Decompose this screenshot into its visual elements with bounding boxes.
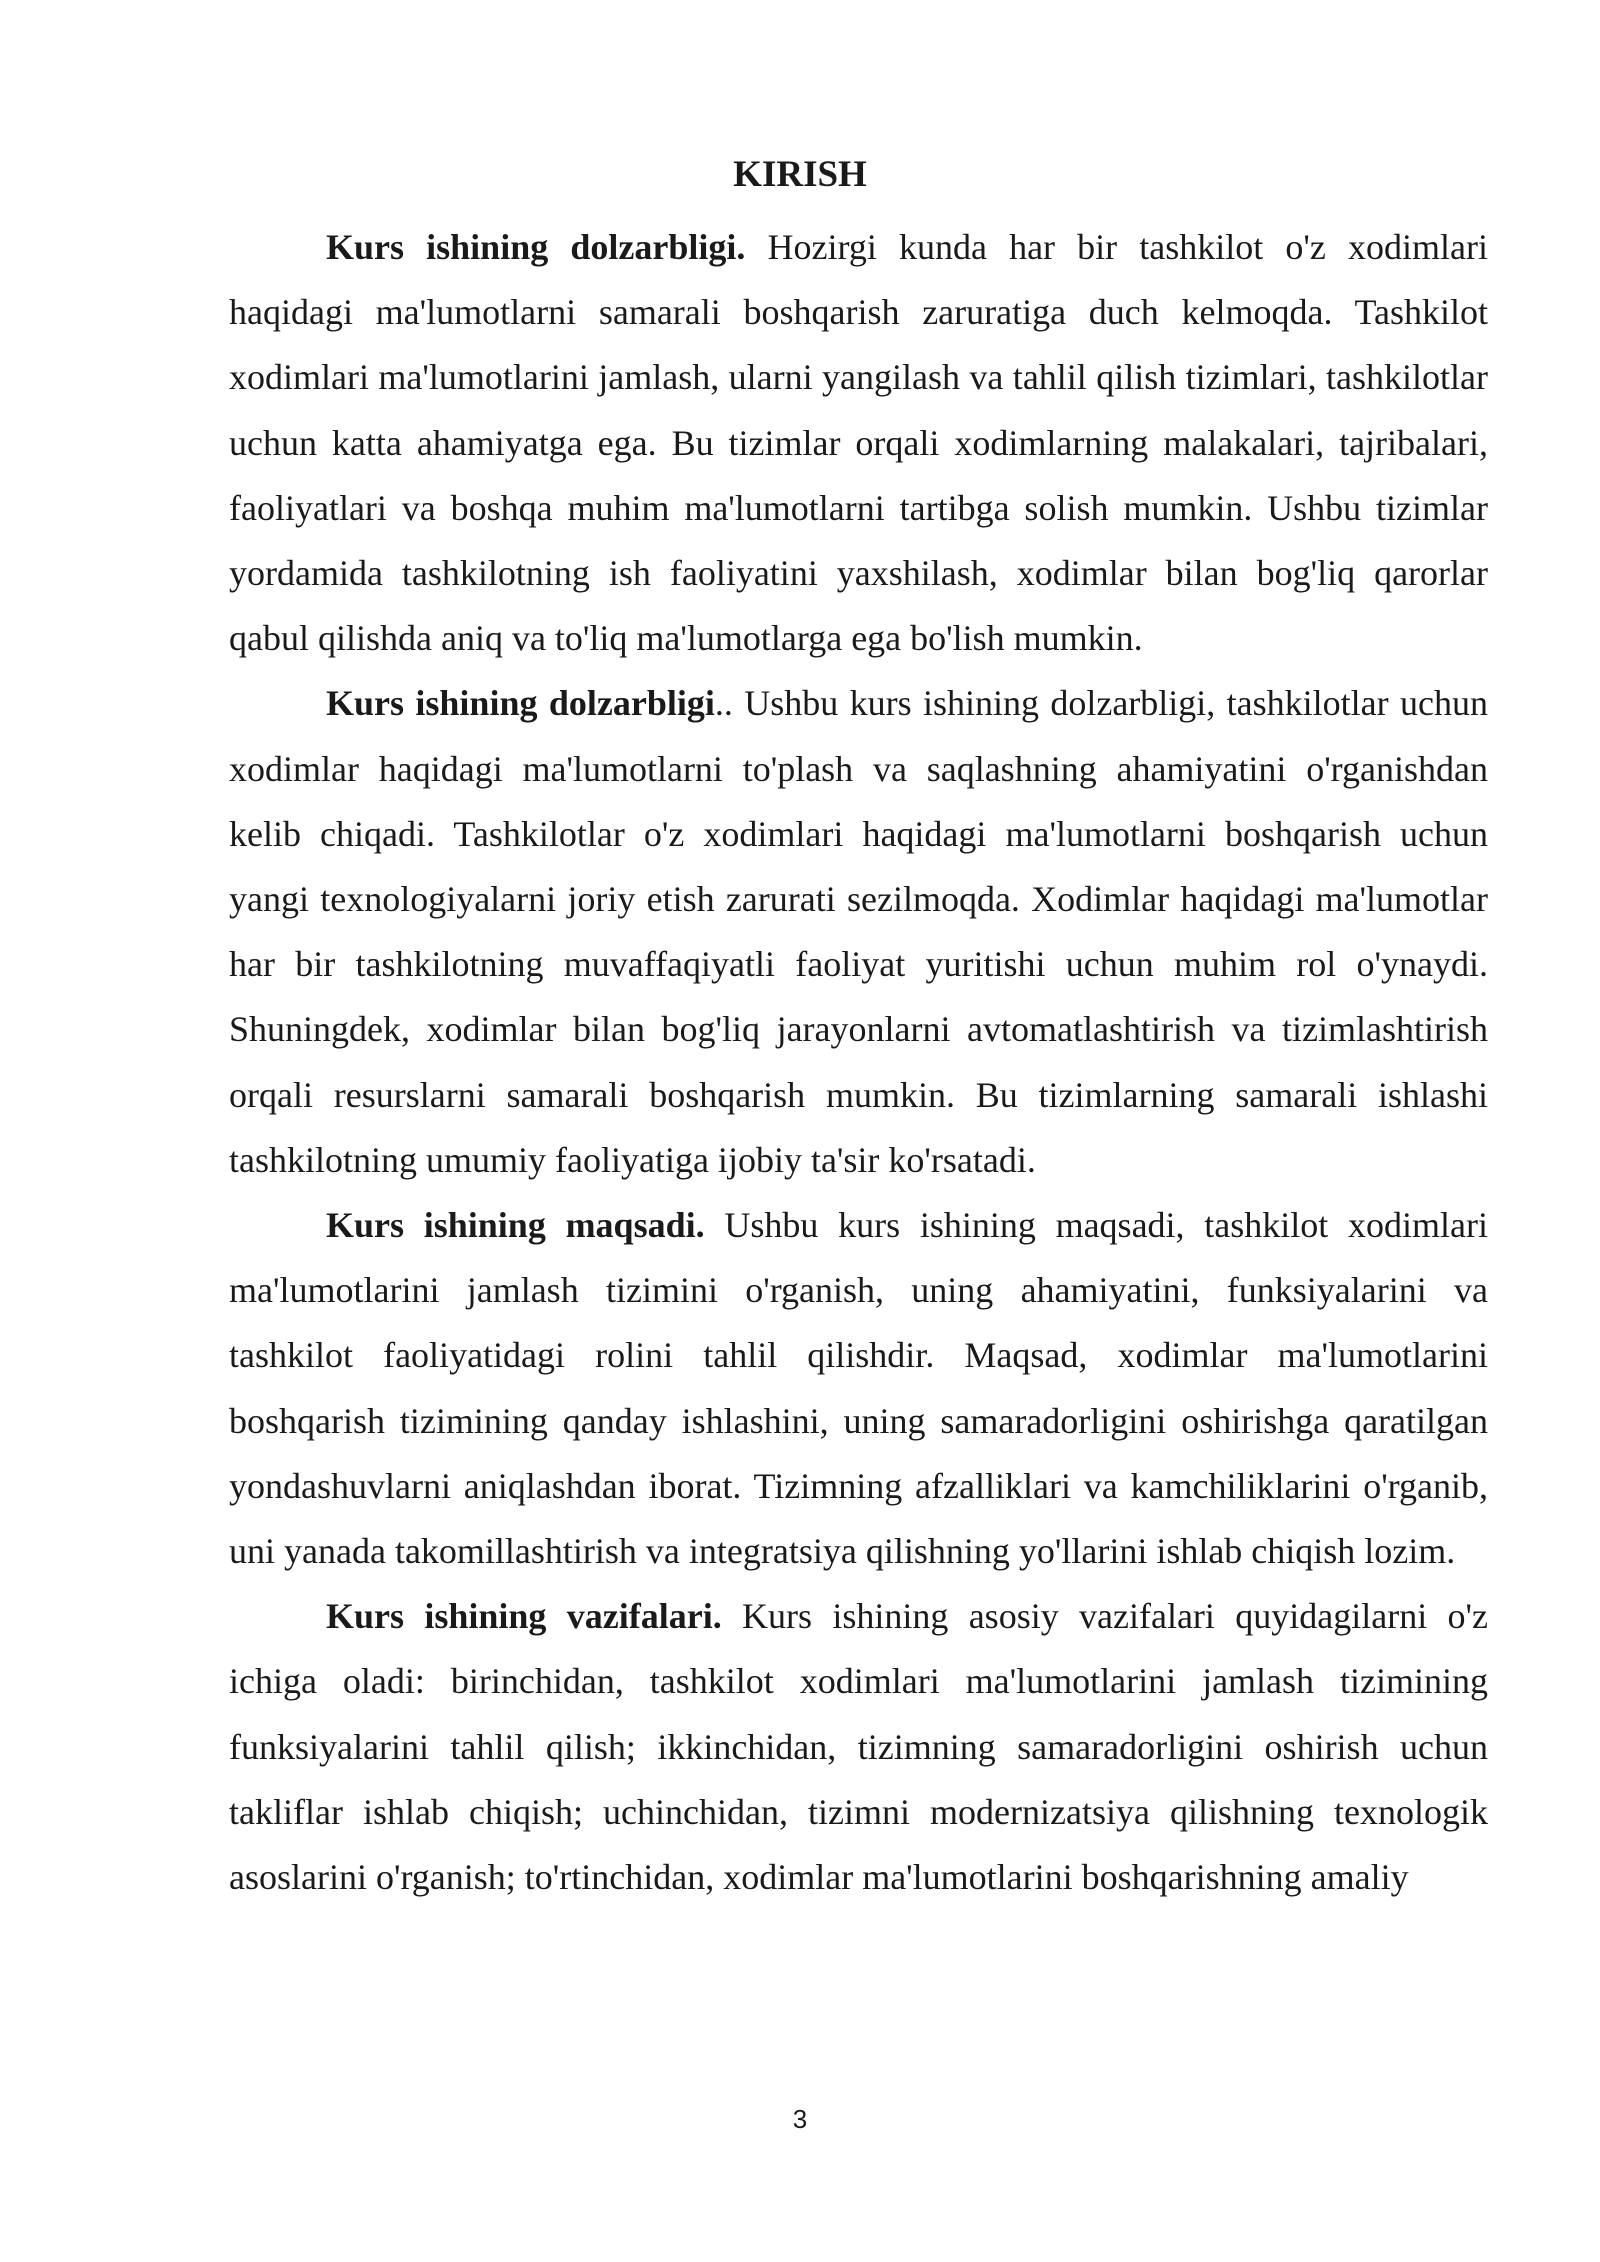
- paragraph-heading: Kurs ishining maqsadi.: [326, 1205, 705, 1246]
- body-text: [229, 215, 1488, 1910]
- paragraph-relevance: [229, 215, 1488, 671]
- paragraph-text: Hozirgi kunda har bir tashkilot o'z xodimlari haqidagi ma'lumotlarni samarali boshqarish zaruratiga duch kelmoqda. Tashkilot xodimlari ma'lumotlarini jamlash, ularni yangilash va tahlil qilish tizimlari, tashkilotlar uchun katta ahamiyatga ega. Bu tizimlar orqali xodimlarning malakalari, tajribalari, faoliyatlari va boshqa muhim ma'lumotlarni tartibga solish mumkin. Ushbu tizimlar yordamida tashkilotning ish faoliyatini yaxshilash, xodimlar bilan bog'liq qarorlar qabul qilishda aniq va to'liq ma'lumotlarga ega bo'lish mumkin.: [229, 227, 1488, 659]
- paragraph-heading: Kurs ishining dolzarbligi: [326, 683, 715, 724]
- section-title: KIRISH: [733, 154, 867, 195]
- page-number: 3: [792, 2104, 808, 2134]
- paragraph-text: Ushbu kurs ishining maqsadi, tashkilot xodimlari ma'lumotlarini jamlash tizimini o'rganish, uning ahamiyatini, funksiyalarini va tashkilot faoliyatidagi rolini tahlil qilishdir. Maqsad, xodimlar ma'lumotlarini boshqarish tizimining qanday ishlashini, uning samaradorligini oshirishga qaratilgan yondashuvlarni aniqlashdan iborat. Tizimning afzalliklari va kamchiliklarini o'rganib, uni yanada takomillashtirish va integratsiya qilishning yo'llarini ishlab chiqish lozim.: [229, 1205, 1488, 1572]
- paragraph-text: Kurs ishining asosiy vazifalari quyidagilarni o'z ichiga oladi: birinchidan, tashkilot xodimlari ma'lumotlarini jamlash tizimining funksiyalarini tahlil qilish; ikkinchidan, tizimning samaradorligini oshirish uchun takliflar ishlab chiqish; uchinchidan, tizimni modernizatsiya qilishning texnologik asoslarini o'rganish; to'rtinchidan, xodimlar ma'lumotlarini boshqarishning amaliy: [229, 1596, 1488, 1898]
- paragraph-relevance-2: [229, 671, 1488, 1193]
- paragraph-tasks: [229, 1584, 1488, 1910]
- paragraph-heading: Kurs ishining vazifalari.: [326, 1596, 722, 1637]
- paragraph-heading: Kurs ishining dolzarbligi.: [326, 227, 746, 267]
- paragraph-text: .. Ushbu kurs ishining dolzarbligi, tashkilotlar uchun xodimlar haqidagi ma'lumotlarni to'plash va saqlashning ahamiyatini o'rganishdan kelib chiqadi. Tashkilotlar o'z xodimlari haqidagi ma'lumotlarni boshqarish uchun yangi texnologiyalarni joriy etish zarurati sezilmoqda. Xodimlar haqidagi ma'lumotlar har bir tashkilotning muvaffaqiyatli faoliyat yuritishi uchun muhim rol o'ynaydi. Shuningdek, xodimlar bilan bog'liq jarayonlarni avtomatlashtirish va tizimlashtirish orqali resurslarni samarali boshqarish mumkin. Bu tizimlarning samarali ishlashi tashkilotning umumiy faoliyatiga ijobiy ta'sir ko'rsatadi.: [229, 683, 1488, 1180]
- paragraph-goal: [229, 1193, 1488, 1584]
